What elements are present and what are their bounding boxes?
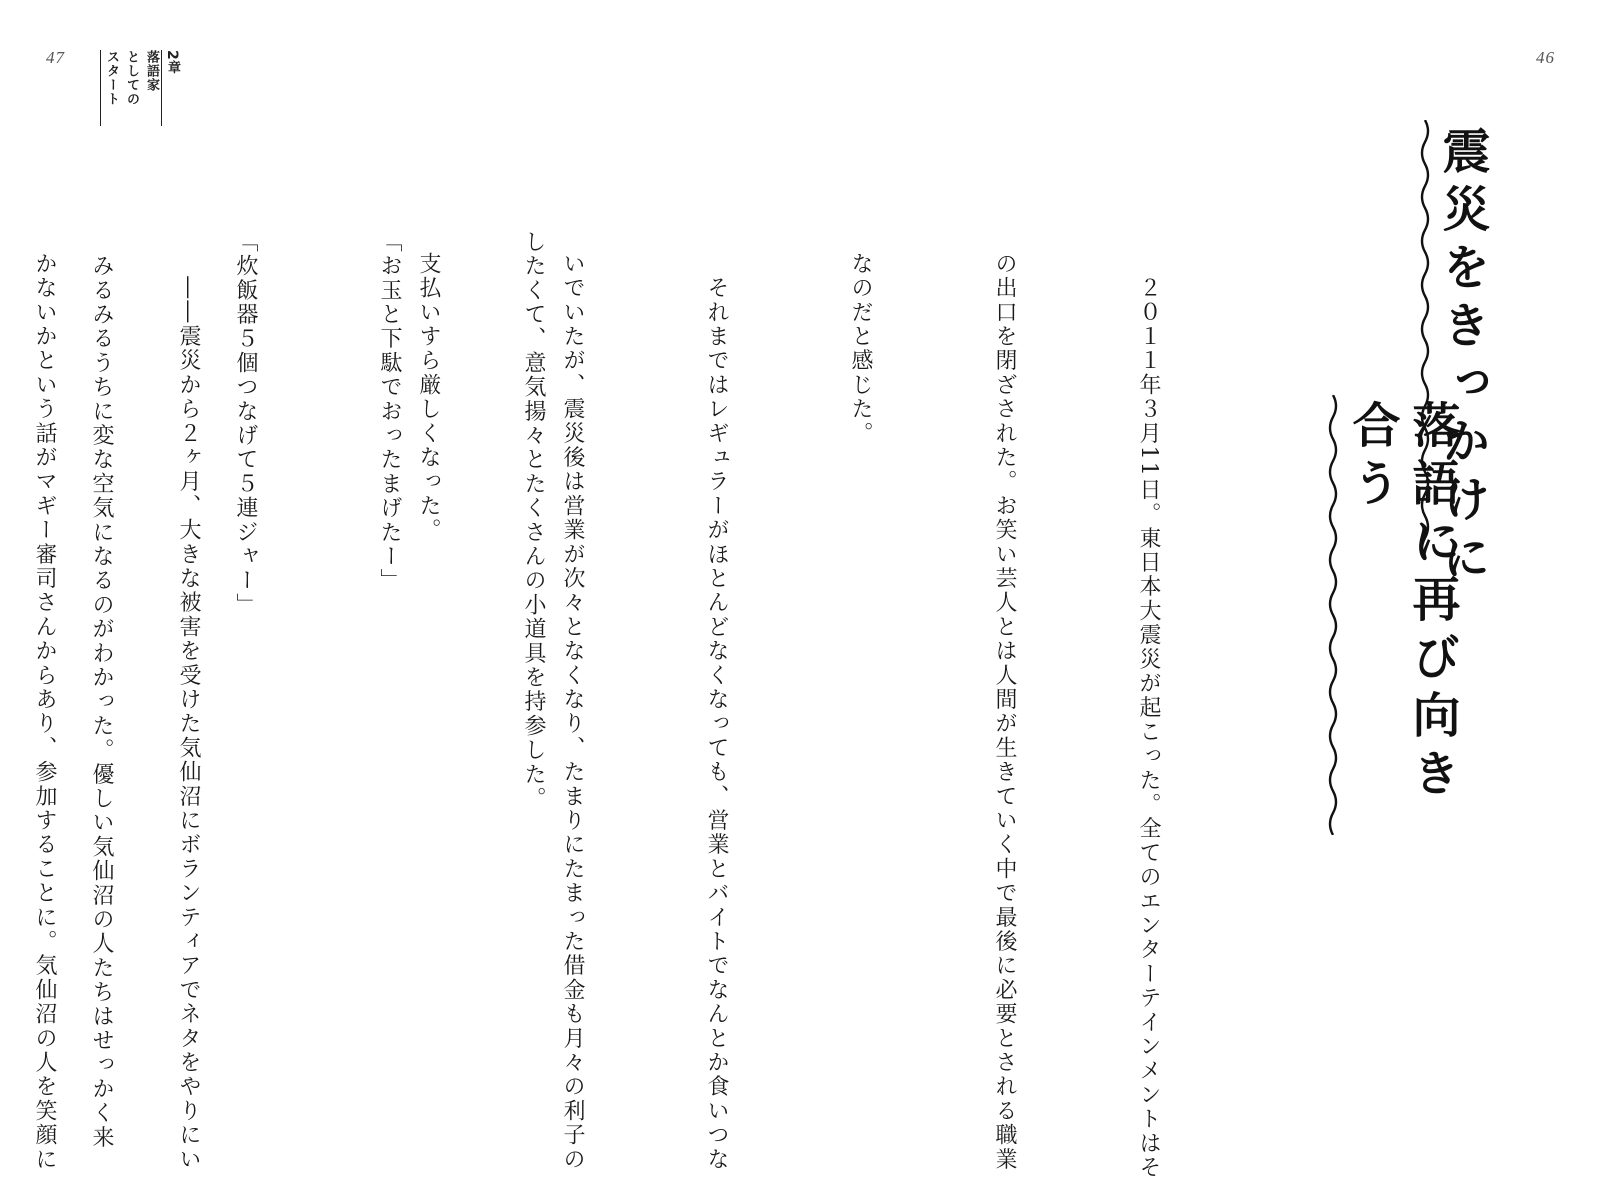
headline-wave-line-2 [1326, 395, 1340, 835]
chapter-title-col-2: としての [124, 50, 139, 106]
page-number-right: 46 [1536, 48, 1555, 67]
text-line: みるみるうちに変な空気になるのがわかった。優しい気仙沼の人たちはせっかく来 [89, 230, 114, 1150]
text-line: それまではレギュラーがほとんどなくなっても、営業とバイトでなんとか食いつな [704, 252, 729, 1172]
text-line: の出口を閉ざされた。お笑い芸人とは人間が生きていく中で最後に必要とされる職業 [992, 252, 1017, 1172]
text-line: 「お玉と下駄でおったまげたー」 [377, 230, 402, 593]
page-number-left: 47 [46, 48, 65, 67]
headline-line-1: 震災をきっかけに [1434, 126, 1490, 590]
chapter-header [100, 50, 182, 126]
chapter-title-col-3: スタート [104, 50, 119, 106]
chapter-suffix: 章 [165, 60, 180, 75]
section-headline [1320, 120, 1520, 840]
chapter-number: 2 [164, 50, 180, 61]
text-line: かないかという話がマギー審司さんからあり、参加することに。気仙沼の人を笑顔に [32, 252, 57, 1172]
text-line: したくて、意気揚々とたくさんの小道具を持参した。 [521, 230, 546, 811]
text-line: 支払いすら厳しくなった。 [416, 252, 441, 543]
text-line: ――震災から２ヶ月、大きな被害を受けた気仙沼にボランティアでネタをやりにい [176, 252, 201, 1172]
headline-line-2: 落語に再び向き合う [1344, 400, 1460, 806]
text-line: ２０１１年３月11日。東日本大震災が起こった。全てのエンターテインメントはそ [1136, 252, 1161, 1180]
text-line: 「炊飯器５個つなげて５連ジャー」 [233, 230, 258, 618]
body-text-left-page [0, 230, 653, 1172]
text-line: なのだと感じた。 [848, 252, 873, 446]
chapter-number-col [162, 50, 182, 75]
chapter-title-col-1: 落語家 [144, 50, 159, 92]
text-line: いでいたが、震災後は営業が次々となくなり、たまりにたまった借金も月々の利子の [560, 252, 585, 1172]
